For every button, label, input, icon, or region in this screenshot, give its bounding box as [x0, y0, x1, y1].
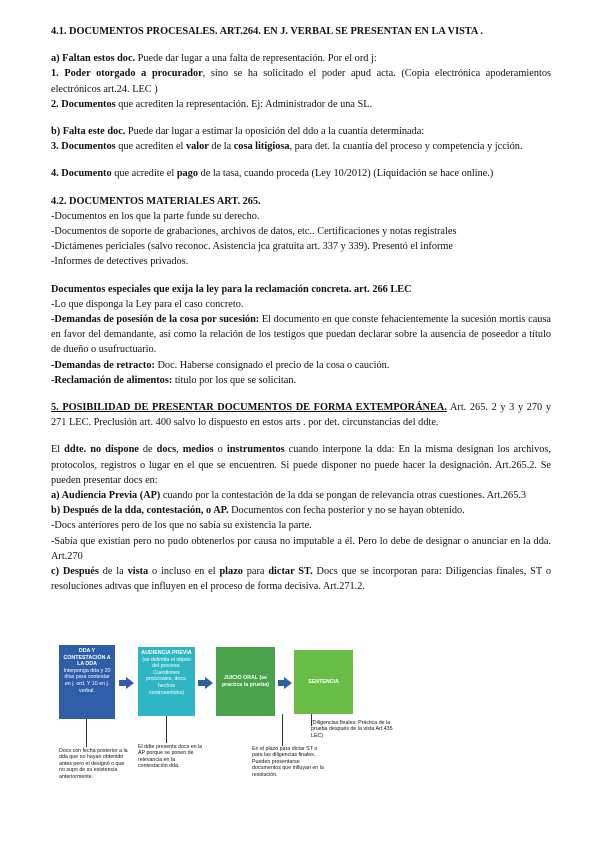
box-juicio-text: JUICIO ORAL (se practica la prueba) — [221, 674, 270, 688]
para-a-bold: a) Faltan estos doc. — [51, 53, 136, 65]
para-b-bold: b) Falta este doc. — [51, 126, 126, 138]
para-pc-t3: para — [242, 566, 269, 578]
special-docs-title: Documentos especiales que exija la ley para la reclamación concreta. art. 266 LEC — [51, 283, 412, 295]
para-pc-b1: c) Después — [51, 566, 99, 578]
diagram-box-dda — [59, 645, 115, 719]
para-pc-b2: vista — [127, 566, 149, 578]
para-ddte-b4: instrumentos — [226, 444, 285, 456]
para-pb-bold: b) Después de la dda, contestación, o AP. — [51, 505, 229, 517]
special-line-2 — [51, 312, 551, 358]
box-audiencia-text: (se delimita el objeto del proceso. Cuestiones procesales, docs, hechos controvertidos) — [142, 656, 191, 696]
para-pa-text: cuando por la contestación de la dda se pongan de relevancia otras cuestiones. Art.265.3 — [160, 490, 527, 502]
para-pb-line-1: -Docs anteriores pero de los que no sabía su existencia la parte. — [51, 520, 312, 532]
para-b4-bold: 4. Documento — [51, 168, 112, 180]
para-pc — [51, 564, 551, 594]
para-b — [51, 124, 551, 139]
para-b4-t2: de la tasa, cuando proceda (Ley 10/2012) (Liquidación se hace online.) — [198, 168, 494, 180]
para-a2 — [51, 97, 551, 112]
para-ddte-b2: docs — [156, 444, 177, 456]
diagram-note-2: El ddte presenta docs en la AP porque se ponen de relevancia en la contestación dda. — [138, 744, 203, 770]
para-a1-bold: 1. Poder otorgado a procurador — [51, 68, 203, 80]
para-b3-bold: 3. Documentos — [51, 141, 116, 153]
para-b4-t1: que acredite el — [111, 168, 177, 180]
s42-line-3: -Dictámenes periciales (salvo reconoc. Asistencia jca gratuita art. 337 y 339). Presentó el informe — [51, 241, 454, 253]
para-ddte-t4: o — [213, 444, 227, 456]
para-ddte-t2: de — [138, 444, 157, 456]
special-line-4-bold: -Reclamación de alimentos: — [51, 374, 173, 386]
box-dda-title: DDA Y CONTESTACIÓN A LA DDA — [63, 648, 111, 668]
arrow-1-icon — [126, 677, 134, 689]
arrow-3-icon — [284, 677, 292, 689]
arrow-1-shaft — [119, 680, 126, 686]
para-b3-t3: , para det. la cuantía del proceso y competencia y jcción. — [289, 141, 523, 153]
s42-line-2: -Documentos de soporte de grabaciones, archivos de datos, etc.. Certificaciones y notas registrales — [51, 226, 457, 238]
section-4-1-title: 4.1. DOCUMENTOS PROCESALES. ART.264. EN J. VERBAL SE PRESENTAN EN LA VISTA . — [51, 26, 483, 37]
box-sentencia-text: SENTENCIA — [308, 678, 339, 685]
para-a2-text: que acrediten la representación. Ej: Administrador de una SL. — [115, 98, 373, 110]
special-line-3-text: Doc. Haberse consignado el precio de la cosa o caución. — [154, 359, 390, 371]
diagram-note-1: Docs con fecha posterior a la dda que no hayan obtenido antes pero el designó o que no supo de su existencia anteriormente. — [59, 748, 128, 780]
para-ddte-b1: ddte. no dispone — [64, 444, 139, 456]
document-page — [51, 24, 551, 595]
para-b3-b2: valor — [185, 141, 209, 153]
para-pc-b3: plazo — [219, 566, 243, 578]
box-dda-text: Interponga dda y 20 días para contestar en j. ord. Y 10 en j. verbal. — [63, 667, 111, 694]
para-pc-t1: de la — [98, 566, 128, 578]
special-line-4-text: título por los que se solicitan. — [172, 374, 297, 386]
para-b3 — [51, 139, 551, 154]
para-b-text: Puede dar lugar a estimar la oposición del ddo a la cuantía determinada: — [125, 126, 425, 138]
section-5 — [51, 400, 551, 430]
diagram-note-4: (Diligencias finales: Práctica de la prueba después de la vista Art.435 LEC) — [311, 720, 393, 739]
para-pb-line-2: -Sabía que existían pero no pudo obtenerlos por causa no imputable a él. Pero lo debe de designar o anunciar en la dda. Art.270 — [51, 535, 551, 562]
para-pc-b4: dictar ST. — [268, 566, 313, 578]
para-b3-b3: cosa litigiosa — [233, 141, 290, 153]
para-pb — [51, 503, 551, 518]
para-a — [51, 51, 551, 66]
special-line-4 — [51, 373, 551, 388]
para-pb-text: Documentos con fecha posterior y no se hayan obtenido. — [228, 505, 465, 517]
para-a2-bold: 2. Documentos — [51, 98, 116, 110]
connector-line-3 — [282, 714, 283, 746]
diagram-box-juicio — [216, 647, 275, 716]
para-a1-text: , sino se ha solicitado el poder apud acta. (Copia electrónica apoderamientos electrónicos art.24. LEC ) — [51, 68, 551, 95]
para-b3-t1: que acrediten el — [115, 141, 186, 153]
para-b3-t2: de la — [208, 141, 234, 153]
s42-line-4: -Informes de detectives privados. — [51, 256, 189, 268]
special-line-1: -Lo que disponga la Ley para el caso concreto. — [51, 298, 244, 310]
special-line-2-bold: -Demandas de posesión de la cosa por sucesión: — [51, 314, 260, 326]
box-audiencia-title: AUDIENCIA PREVIA — [141, 650, 192, 656]
para-b4-b2: pago — [176, 168, 199, 180]
para-pa-bold: a) Audiencia Previa (AP) — [51, 490, 161, 502]
para-ddte — [51, 442, 551, 488]
process-diagram — [56, 640, 496, 820]
special-line-3-bold: -Demandas de retracto: — [51, 359, 155, 371]
section-5-title: 5. POSIBILIDAD DE PRESENTAR DOCUMENTOS DE FORMA EXTEMPORÁNEA. — [51, 402, 447, 414]
para-a1 — [51, 66, 551, 96]
diagram-box-audiencia — [138, 647, 195, 716]
special-line-3 — [51, 358, 551, 373]
para-ddte-b3: medios — [182, 444, 214, 456]
para-pa — [51, 488, 551, 503]
para-ddte-t5: cuando interpone la dda: En la misma designan los archivos, protocolos, registros o lugar en el que se encuentren. Si puede disponer no puede hacer la designación. Art.265.2. Se pueden presentar docs en: — [51, 444, 552, 486]
arrow-2-shaft — [198, 680, 205, 686]
diagram-box-sentencia — [294, 650, 353, 714]
connector-line-2 — [166, 716, 167, 743]
connector-line-1 — [86, 719, 87, 747]
para-b4 — [51, 166, 551, 181]
para-a-text: Puede dar lugar a una falta de representación. Por el ord j: — [135, 53, 377, 65]
section-4-2-title: 4.2. DOCUMENTOS MATERIALES ART. 265. — [51, 195, 261, 207]
para-ddte-t3: , — [176, 444, 183, 456]
diagram-note-3: En el plazo para dictar ST o para las diligencias finales. Pueden presentarse documentos que influyan en la resolución. — [252, 746, 324, 778]
para-pc-t2: o incluso en el — [148, 566, 220, 578]
special-line-2-text: El documento en que conste fehacientemente la sucesión mortis causa en favor del demandante, así como la relación de los testigos que puedan declarar sobre la ausencia de poseedor a título de dueño o usufructuario. — [51, 314, 551, 356]
section-5-text: Art. 265. 2 y 3 y 270 y 271 LEC. Preclusión art. 400 salvo lo dispuesto en estos arts . por det. circunstancias del ddte. — [51, 402, 551, 429]
arrow-2-icon — [205, 677, 213, 689]
para-ddte-t1: El — [51, 444, 65, 456]
para-pc-t4: Docs que se incorporan para: Diligencias finales, ST o resoluciones adtvas que influyen en el proceso de forma decisiva. Art.271.2. — [51, 566, 551, 593]
s42-line-1: -Documentos en los que la parte funde su derecho. — [51, 210, 260, 222]
